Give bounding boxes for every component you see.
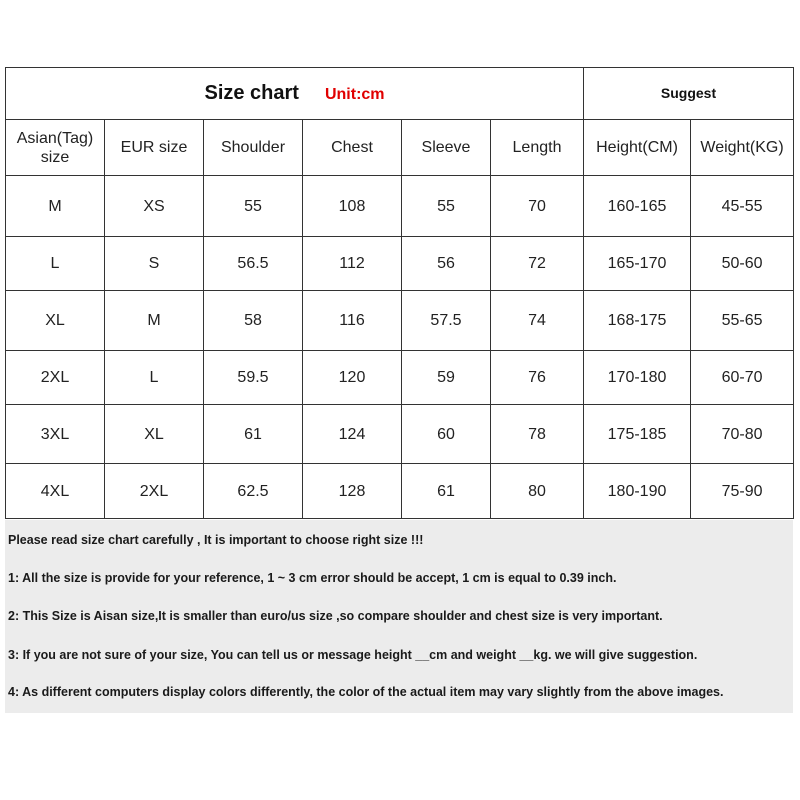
table-row (6, 464, 794, 519)
header-row (6, 120, 794, 176)
cell-asian-size: XL (6, 291, 105, 351)
cell-shoulder: 56.5 (204, 237, 303, 291)
cell-shoulder: 62.5 (204, 464, 303, 519)
unit-label: Unit:cm (324, 85, 385, 103)
cell-eur-size: S (105, 237, 204, 291)
suggest-cell (584, 68, 794, 120)
cell-height: 170-180 (584, 351, 691, 405)
cell-weight: 45-55 (691, 176, 794, 237)
cell-length: 70 (491, 176, 584, 237)
cell-length: 80 (491, 464, 584, 519)
title-cell (6, 68, 584, 120)
cell-eur-size: 2XL (105, 464, 204, 519)
col-header-weight: Weight(KG) (691, 120, 794, 176)
table-row (6, 176, 794, 237)
cell-sleeve: 59 (402, 351, 491, 405)
chart-title: Size chart (204, 81, 299, 104)
col-header-chest: Chest (303, 120, 402, 176)
cell-sleeve: 60 (402, 405, 491, 464)
cell-weight: 75-90 (691, 464, 794, 519)
col-header-height: Height(CM) (584, 120, 691, 176)
cell-weight: 55-65 (691, 291, 794, 351)
cell-eur-size: L (105, 351, 204, 405)
note-intro: Please read size chart carefully , It is important to choose right size !!! (8, 533, 424, 547)
table-row (6, 237, 794, 291)
cell-length: 78 (491, 405, 584, 464)
cell-asian-size: 3XL (6, 405, 105, 464)
cell-chest: 112 (303, 237, 402, 291)
col-header-sleeve: Sleeve (402, 120, 491, 176)
cell-length: 72 (491, 237, 584, 291)
cell-eur-size: XS (105, 176, 204, 237)
cell-sleeve: 56 (402, 237, 491, 291)
cell-shoulder: 55 (204, 176, 303, 237)
cell-eur-size: M (105, 291, 204, 351)
cell-weight: 70-80 (691, 405, 794, 464)
title-row (6, 68, 794, 120)
cell-chest: 124 (303, 405, 402, 464)
size-chart-table (5, 67, 794, 519)
cell-height: 160-165 (584, 176, 691, 237)
notes-panel (5, 520, 793, 713)
cell-shoulder: 61 (204, 405, 303, 464)
cell-length: 74 (491, 291, 584, 351)
col-header-shoulder: Shoulder (204, 120, 303, 176)
cell-chest: 108 (303, 176, 402, 237)
table-row (6, 351, 794, 405)
col-header-asian-size: Asian(Tag) size (6, 120, 105, 176)
cell-weight: 50-60 (691, 237, 794, 291)
note-4: 4: As different computers display colors differently, the color of the actual item may vary slightly from the above images. (8, 685, 724, 699)
table-row (6, 291, 794, 351)
col-header-eur-size: EUR size (105, 120, 204, 176)
note-3: 3: If you are not sure of your size, You can tell us or message height __cm and weight __kg. we will give suggestion. (8, 648, 698, 662)
cell-chest: 128 (303, 464, 402, 519)
cell-sleeve: 61 (402, 464, 491, 519)
cell-asian-size: 4XL (6, 464, 105, 519)
cell-weight: 60-70 (691, 351, 794, 405)
cell-asian-size: 2XL (6, 351, 105, 405)
cell-height: 175-185 (584, 405, 691, 464)
cell-chest: 116 (303, 291, 402, 351)
cell-shoulder: 59.5 (204, 351, 303, 405)
cell-length: 76 (491, 351, 584, 405)
col-header-length: Length (491, 120, 584, 176)
cell-asian-size: M (6, 176, 105, 237)
cell-eur-size: XL (105, 405, 204, 464)
cell-asian-size: L (6, 237, 105, 291)
suggest-label: Suggest (660, 85, 717, 101)
cell-height: 168-175 (584, 291, 691, 351)
note-2: 2: This Size is Aisan size,It is smaller than euro/us size ,so compare shoulder and chest size is very important. (8, 609, 663, 623)
cell-height: 165-170 (584, 237, 691, 291)
table-row (6, 405, 794, 464)
note-1: 1: All the size is provide for your reference, 1 ~ 3 cm error should be accept, 1 cm is equal to 0.39 inch. (8, 571, 617, 585)
cell-sleeve: 55 (402, 176, 491, 237)
cell-chest: 120 (303, 351, 402, 405)
cell-sleeve: 57.5 (402, 291, 491, 351)
cell-shoulder: 58 (204, 291, 303, 351)
cell-height: 180-190 (584, 464, 691, 519)
